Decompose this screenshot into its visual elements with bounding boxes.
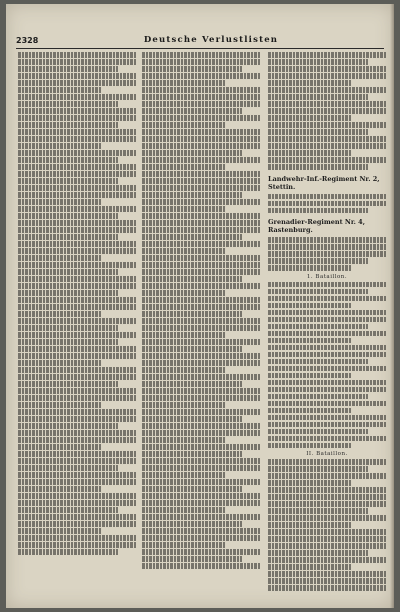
text-line bbox=[142, 227, 260, 233]
page-number: 2328 bbox=[16, 36, 39, 45]
text-line bbox=[142, 311, 242, 317]
text-line bbox=[142, 346, 242, 352]
text-line bbox=[18, 465, 118, 471]
text-line bbox=[18, 136, 136, 142]
text-line bbox=[142, 66, 242, 72]
text-line bbox=[18, 269, 118, 275]
text-line bbox=[18, 304, 136, 310]
text-line bbox=[268, 366, 386, 372]
text-line bbox=[268, 122, 386, 128]
text-line bbox=[268, 310, 386, 316]
text-line bbox=[18, 199, 101, 205]
text-line bbox=[142, 360, 260, 366]
text-line bbox=[142, 395, 260, 401]
text-line bbox=[268, 529, 386, 535]
text-line bbox=[18, 94, 136, 100]
text-line bbox=[18, 430, 136, 436]
text-line bbox=[18, 542, 136, 548]
section-heading: Landwehr-Inf.-Regiment Nr. 2, Stettin. bbox=[268, 174, 380, 191]
text-line bbox=[268, 557, 386, 563]
text-line bbox=[142, 276, 242, 282]
text-line bbox=[268, 380, 386, 386]
text-line bbox=[142, 556, 242, 562]
text-line bbox=[142, 80, 225, 86]
text-line bbox=[268, 317, 386, 323]
text-line bbox=[18, 115, 136, 121]
text-line bbox=[142, 108, 242, 114]
text-line bbox=[268, 101, 386, 107]
text-line bbox=[268, 129, 368, 135]
text-line bbox=[142, 318, 260, 324]
scan-edge-shadow bbox=[390, 4, 394, 608]
text-line bbox=[18, 164, 136, 170]
text-line bbox=[18, 395, 136, 401]
text-line bbox=[142, 206, 225, 212]
page-header bbox=[16, 36, 384, 49]
text-line bbox=[268, 373, 351, 379]
text-line bbox=[268, 66, 386, 72]
text-line bbox=[268, 550, 368, 556]
column-2 bbox=[142, 52, 260, 592]
text-line bbox=[18, 59, 136, 65]
text-line bbox=[142, 101, 260, 107]
column-3 bbox=[268, 52, 386, 592]
text-line bbox=[268, 282, 386, 288]
text-line bbox=[18, 360, 101, 366]
text-line bbox=[142, 157, 260, 163]
text-line bbox=[268, 571, 386, 577]
text-line bbox=[18, 108, 136, 114]
text-line bbox=[18, 52, 136, 58]
text-line bbox=[18, 339, 118, 345]
text-line bbox=[18, 276, 136, 282]
text-line bbox=[142, 521, 242, 527]
text-line bbox=[268, 473, 386, 479]
running-title: Deutsche Verlustlisten bbox=[143, 35, 279, 45]
text-line bbox=[18, 444, 101, 450]
text-line bbox=[18, 290, 118, 296]
text-line bbox=[268, 331, 386, 337]
text-line bbox=[268, 258, 368, 264]
document-page bbox=[6, 4, 394, 608]
text-line bbox=[268, 338, 351, 344]
text-line bbox=[142, 416, 242, 422]
text-line bbox=[268, 494, 386, 500]
text-line bbox=[18, 500, 136, 506]
text-line bbox=[142, 465, 260, 471]
text-line bbox=[18, 437, 136, 443]
column-1 bbox=[18, 52, 136, 592]
text-line bbox=[18, 346, 136, 352]
text-line bbox=[18, 241, 136, 247]
text-line bbox=[268, 244, 386, 250]
text-line bbox=[142, 437, 225, 443]
text-line bbox=[18, 549, 118, 555]
text-line bbox=[18, 66, 118, 72]
text-line bbox=[268, 150, 351, 156]
text-line bbox=[142, 528, 260, 534]
text-line bbox=[18, 374, 136, 380]
text-line bbox=[18, 262, 136, 268]
text-line bbox=[142, 171, 260, 177]
text-line bbox=[18, 353, 136, 359]
text-line bbox=[142, 248, 225, 254]
text-line bbox=[18, 73, 136, 79]
text-line bbox=[268, 87, 386, 93]
text-line bbox=[268, 80, 351, 86]
text-line bbox=[142, 514, 260, 520]
text-line bbox=[268, 324, 368, 330]
text-line bbox=[18, 493, 136, 499]
text-line bbox=[18, 521, 136, 527]
text-line bbox=[142, 297, 260, 303]
text-line bbox=[142, 325, 260, 331]
text-line bbox=[268, 501, 386, 507]
text-line bbox=[142, 549, 260, 555]
text-line bbox=[18, 297, 136, 303]
text-line bbox=[18, 206, 136, 212]
text-line bbox=[18, 213, 118, 219]
text-line bbox=[142, 164, 225, 170]
text-line bbox=[18, 423, 118, 429]
text-line bbox=[268, 237, 386, 243]
text-line bbox=[142, 185, 260, 191]
text-line bbox=[268, 345, 386, 351]
text-line bbox=[142, 304, 260, 310]
text-line bbox=[142, 430, 260, 436]
text-line bbox=[18, 409, 136, 415]
text-line bbox=[268, 443, 351, 449]
text-line bbox=[268, 564, 351, 570]
text-line bbox=[268, 415, 386, 421]
text-line bbox=[18, 234, 118, 240]
text-line bbox=[142, 423, 260, 429]
text-line bbox=[142, 458, 260, 464]
text-line bbox=[142, 409, 260, 415]
text-line bbox=[268, 108, 386, 114]
text-line bbox=[268, 480, 351, 486]
text-line bbox=[142, 479, 260, 485]
text-line bbox=[142, 255, 260, 261]
text-line bbox=[142, 290, 225, 296]
section-heading: Grenadier-Regiment Nr. 4, Rastenburg. bbox=[268, 218, 365, 234]
text-line bbox=[18, 178, 118, 184]
text-line bbox=[268, 201, 386, 207]
text-line bbox=[142, 122, 225, 128]
text-line bbox=[18, 402, 101, 408]
text-line bbox=[268, 157, 386, 163]
text-line bbox=[142, 213, 260, 219]
text-line bbox=[268, 194, 386, 200]
text-line bbox=[268, 422, 386, 428]
text-line bbox=[268, 73, 386, 79]
text-line bbox=[18, 367, 136, 373]
text-line bbox=[268, 251, 386, 257]
text-line bbox=[18, 507, 118, 513]
text-line bbox=[142, 283, 260, 289]
text-line bbox=[142, 129, 260, 135]
text-line bbox=[142, 143, 260, 149]
text-line bbox=[268, 394, 368, 400]
text-line bbox=[142, 339, 260, 345]
text-line bbox=[18, 416, 136, 422]
text-line bbox=[142, 486, 242, 492]
text-line bbox=[18, 283, 136, 289]
text-line bbox=[142, 59, 260, 65]
text-line bbox=[18, 535, 136, 541]
text-line bbox=[18, 311, 101, 317]
text-line bbox=[18, 157, 118, 163]
text-line bbox=[268, 515, 386, 521]
text-line bbox=[142, 178, 260, 184]
text-line bbox=[18, 143, 101, 149]
text-line bbox=[18, 381, 118, 387]
subheading: 1. Bataillon. bbox=[306, 273, 348, 280]
text-line bbox=[268, 585, 386, 591]
text-line bbox=[268, 303, 351, 309]
text-line bbox=[268, 296, 386, 302]
text-line bbox=[18, 451, 136, 457]
text-line bbox=[18, 227, 136, 233]
text-line bbox=[142, 444, 260, 450]
text-line bbox=[268, 387, 386, 393]
text-line bbox=[268, 508, 368, 514]
text-line bbox=[142, 332, 225, 338]
text-line bbox=[268, 401, 386, 407]
text-line bbox=[142, 94, 260, 100]
text-line bbox=[142, 500, 260, 506]
text-line bbox=[268, 543, 386, 549]
text-line bbox=[268, 359, 368, 365]
text-line bbox=[142, 507, 225, 513]
text-line bbox=[268, 59, 368, 65]
text-line bbox=[18, 486, 101, 492]
text-line bbox=[268, 52, 386, 58]
text-line bbox=[142, 367, 225, 373]
text-line bbox=[142, 115, 260, 121]
text-line bbox=[268, 536, 386, 542]
text-line bbox=[268, 408, 351, 414]
text-line bbox=[18, 192, 136, 198]
text-line bbox=[142, 73, 260, 79]
text-line bbox=[142, 199, 260, 205]
text-line bbox=[18, 87, 101, 93]
text-line bbox=[18, 325, 118, 331]
text-line bbox=[18, 458, 136, 464]
text-line bbox=[142, 472, 225, 478]
text-line bbox=[142, 262, 260, 268]
text-line bbox=[18, 150, 136, 156]
text-line bbox=[142, 402, 225, 408]
text-line bbox=[142, 87, 260, 93]
text-line bbox=[268, 522, 351, 528]
text-line bbox=[142, 220, 260, 226]
text-line bbox=[142, 150, 242, 156]
text-line bbox=[268, 143, 386, 149]
text-line bbox=[142, 234, 242, 240]
text-line bbox=[268, 466, 368, 472]
text-line bbox=[268, 429, 368, 435]
text-line bbox=[18, 248, 136, 254]
text-line bbox=[142, 192, 242, 198]
text-line bbox=[18, 255, 101, 261]
text-line bbox=[268, 487, 386, 493]
text-line bbox=[142, 388, 260, 394]
text-line bbox=[268, 164, 368, 170]
text-line bbox=[268, 115, 351, 121]
text-line bbox=[268, 289, 368, 295]
text-line bbox=[18, 122, 118, 128]
text-line bbox=[268, 352, 386, 358]
text-line bbox=[142, 451, 242, 457]
text-line bbox=[142, 493, 260, 499]
text-line bbox=[268, 208, 368, 214]
text-line bbox=[268, 578, 386, 584]
text-line bbox=[18, 514, 136, 520]
text-line bbox=[142, 563, 260, 569]
text-line bbox=[142, 52, 260, 58]
text-line bbox=[142, 542, 225, 548]
text-line bbox=[18, 332, 136, 338]
text-line bbox=[18, 528, 101, 534]
text-line bbox=[18, 318, 136, 324]
text-line bbox=[142, 269, 260, 275]
text-line bbox=[18, 472, 136, 478]
text-line bbox=[142, 353, 260, 359]
text-line bbox=[18, 220, 136, 226]
text-line bbox=[142, 535, 260, 541]
text-line bbox=[142, 381, 242, 387]
text-line bbox=[268, 459, 386, 465]
text-line bbox=[18, 171, 136, 177]
text-line bbox=[18, 80, 136, 86]
subheading: II. Bataillon. bbox=[306, 451, 348, 457]
text-line bbox=[18, 101, 118, 107]
text-line bbox=[268, 265, 351, 271]
text-line bbox=[18, 129, 136, 135]
text-line bbox=[18, 479, 136, 485]
text-line bbox=[142, 374, 260, 380]
text-line bbox=[268, 136, 386, 142]
text-line bbox=[268, 94, 368, 100]
text-line bbox=[18, 185, 136, 191]
text-line bbox=[268, 436, 386, 442]
text-line bbox=[142, 241, 260, 247]
text-line bbox=[142, 136, 260, 142]
text-line bbox=[18, 388, 136, 394]
